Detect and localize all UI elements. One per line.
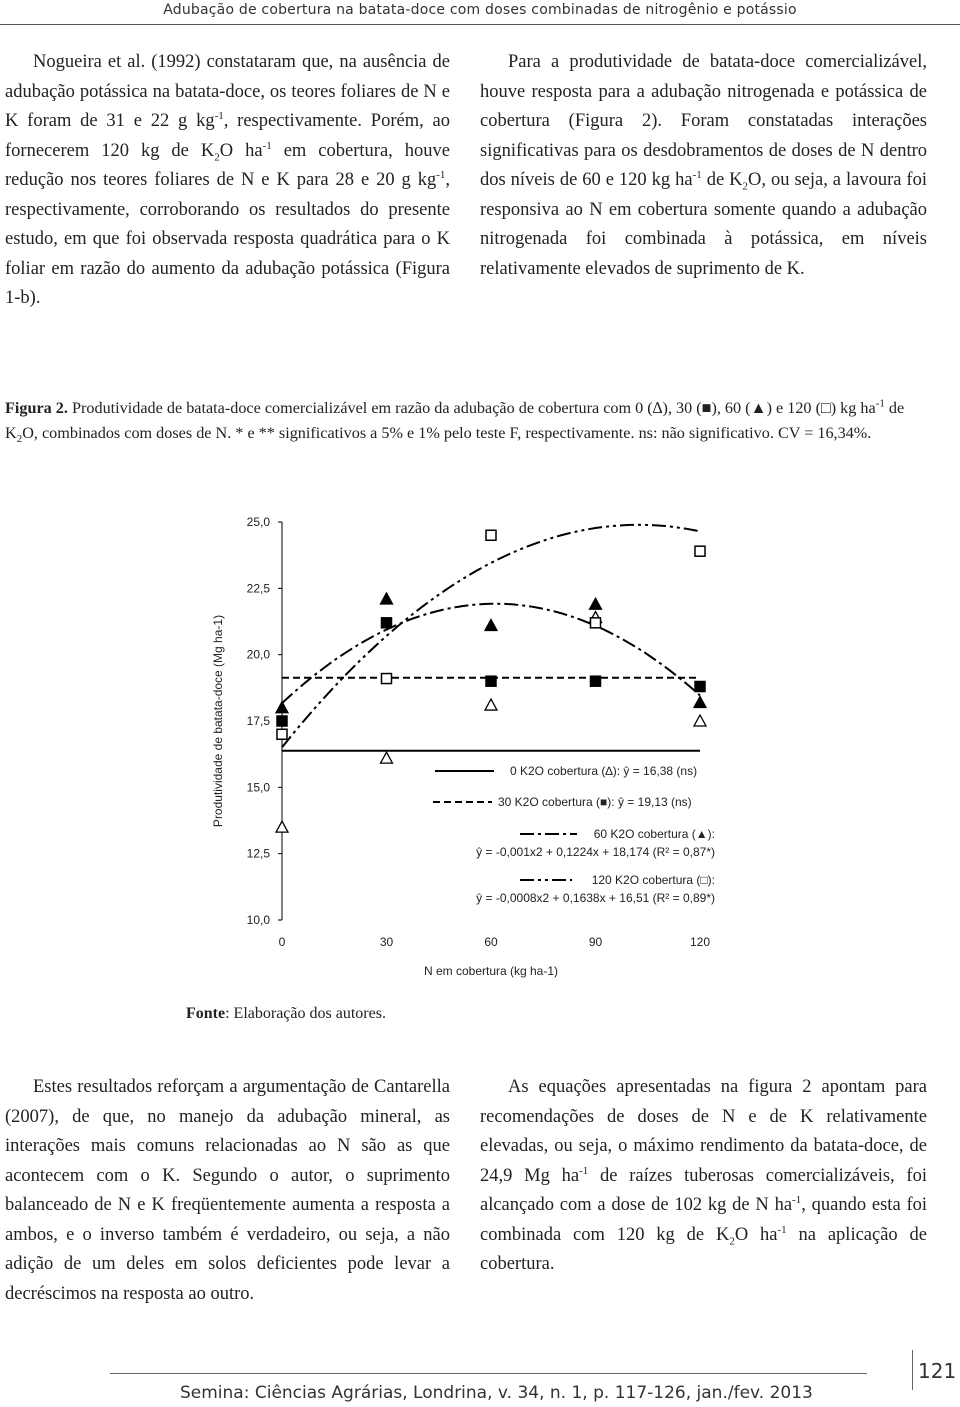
- figure-label: Figura 2.: [5, 399, 68, 417]
- body-text-bottom-left: Estes resultados reforçam a argumentação de Cantarella (2007), de que, no manejo da adubação mineral, as interações mais comuns relacionadas ao N são as que acontecem com o K. Segundo o autor, o suprimento balanceado de N e K freqüentemente aumenta a resposta a ambos, e o inverso também é verdadeiro, ou seja, a não adição de um deles em solos deficientes pode levar a decréscimos na resposta ao outro.: [5, 1077, 450, 1304]
- y-tick-label: 15,0: [246, 780, 270, 795]
- legend-equation: ŷ = -0,001x2 + 0,1224x + 18,174 (R² = 0,87*): [476, 845, 715, 859]
- data-point-s2: [276, 702, 288, 713]
- journal-citation: Semina: Ciências Agrárias, Londrina, v. 34, n. 1, p. 117-126, jan./fev. 2013: [180, 1383, 813, 1403]
- data-point-s3: [591, 618, 601, 628]
- data-point-s1: [695, 682, 705, 692]
- data-point-s2: [485, 619, 497, 630]
- data-point-s2: [381, 593, 393, 604]
- y-tick-label: 22,5: [246, 581, 270, 596]
- x-tick-label: 0: [278, 935, 286, 949]
- data-point-s0: [276, 821, 288, 832]
- page-number-rule: [912, 1350, 913, 1390]
- x-axis-title: N em cobertura (kg ha-1): [423, 964, 559, 978]
- legend-equation: ŷ = -0,0008x2 + 0,1638x + 16,51 (R² = 0,89*): [476, 891, 715, 905]
- legend-label: 30 K2O cobertura (■): ŷ = 19,13 (ns): [498, 795, 692, 809]
- data-point-s3: [486, 530, 496, 540]
- productivity-chart: [180, 505, 740, 985]
- footer-rule: [110, 1373, 867, 1374]
- body-text-bottom-right: As equações apresentadas na figura 2 apontam para recomendações de doses de N e de K relativamente elevadas, ou seja, o máximo rendimento da batata-doce, de 24,9 Mg $ha^{-1}$ de raízes tuberosas comercializáveis, foi alcançado com a dose de 102 kg de N $ha^{-1}$, quando esta foi combinada com 120 kg de $K_2O$ $ha^{-1}$ na aplicação de cobertura.: [480, 1077, 927, 1274]
- x-tick-label: 90: [588, 935, 603, 949]
- data-point-s0: [381, 752, 393, 763]
- data-point-s3: [695, 546, 705, 556]
- chart-legend: [433, 764, 715, 905]
- legend-label: 120 K2O cobertura (□):: [591, 873, 715, 887]
- data-point-s1: [277, 716, 287, 726]
- fit-line-3: [282, 525, 700, 748]
- data-point-s0: [485, 699, 497, 710]
- data-point-s1: [382, 618, 392, 628]
- body-text-top-right: Para a produtividade de batata-doce comercializável, houve resposta para a adubação nitrogenada e potássica de cobertura (Figura 2). Foram constatadas interações significativas para os desdobramentos de doses de N dentro dos níveis de 60 e 120 kg $ha^{-1}$ de $K_2O$, ou seja, a lavoura foi responsiva ao N em cobertura somente quando a adubação nitrogenada foi combinada à potássica, em níveis relativamente elevados de suprimento de K.: [480, 52, 927, 279]
- data-point-s1: [591, 676, 601, 686]
- legend-label: 0 K2O cobertura (∆): ŷ = 16,38 (ns): [510, 764, 698, 778]
- x-tick-label: 60: [484, 935, 498, 949]
- running-header: Adubação de cobertura na batata-doce com doses combinadas de nitrogênio e potássio: [0, 0, 960, 25]
- body-text-top-left: Nogueira et al. (1992) constataram que, na ausência de adubação potássica na batata-doce, os teores foliares de N e K foram de 31 e 22 g $kg^{-1}$, respectivamente. Porém, ao fornecerem 120 kg de $K_2O$ $ha^{-1}$ em cobertura, houve redução nos teores foliares de N e K para 28 e 20 g $kg^{-1}$, respectivamente, corroborando os resultados do presente estudo, em que foi observada resposta quadrática para o K foliar em razão do aumento da adubação potássica (Figura 1-b).: [5, 52, 450, 308]
- data-point-s3: [277, 729, 287, 739]
- page-number: 121: [918, 1359, 957, 1383]
- data-point-s2: [694, 696, 706, 707]
- y-tick-label: 25,0: [246, 515, 270, 529]
- y-tick-label: 17,5: [246, 714, 270, 728]
- y-axis-title: Produtividade de batata-doce (Mg ha-1): [211, 614, 225, 828]
- x-tick-label: 30: [379, 935, 394, 949]
- figure-caption: Figura 2. Produtividade de batata-doce comercializável em razão da adubação de cobertura com 0 (∆), 30 (■), 60 (▲) e 120 (□) kg $ha^{-1}$ de $K_2O$, combinados com doses de N. * e ** significativos a 5% e 1% pelo teste F, respectivamente. ns: não significativo. CV = 16,34%.: [5, 397, 905, 445]
- x-tick-label: 120: [689, 935, 711, 949]
- y-tick-label: 10,0: [246, 913, 270, 927]
- data-point-s2: [590, 598, 602, 609]
- y-tick-label: 12,5: [246, 846, 270, 861]
- data-point-s1: [486, 676, 496, 686]
- figure-source: Fonte: Elaboração dos autores.: [186, 1005, 386, 1022]
- data-point-s0: [694, 715, 706, 726]
- y-tick-label: 20,0: [246, 647, 270, 662]
- data-point-s3: [382, 674, 392, 684]
- legend-label: 60 K2O cobertura (▲):: [593, 827, 715, 841]
